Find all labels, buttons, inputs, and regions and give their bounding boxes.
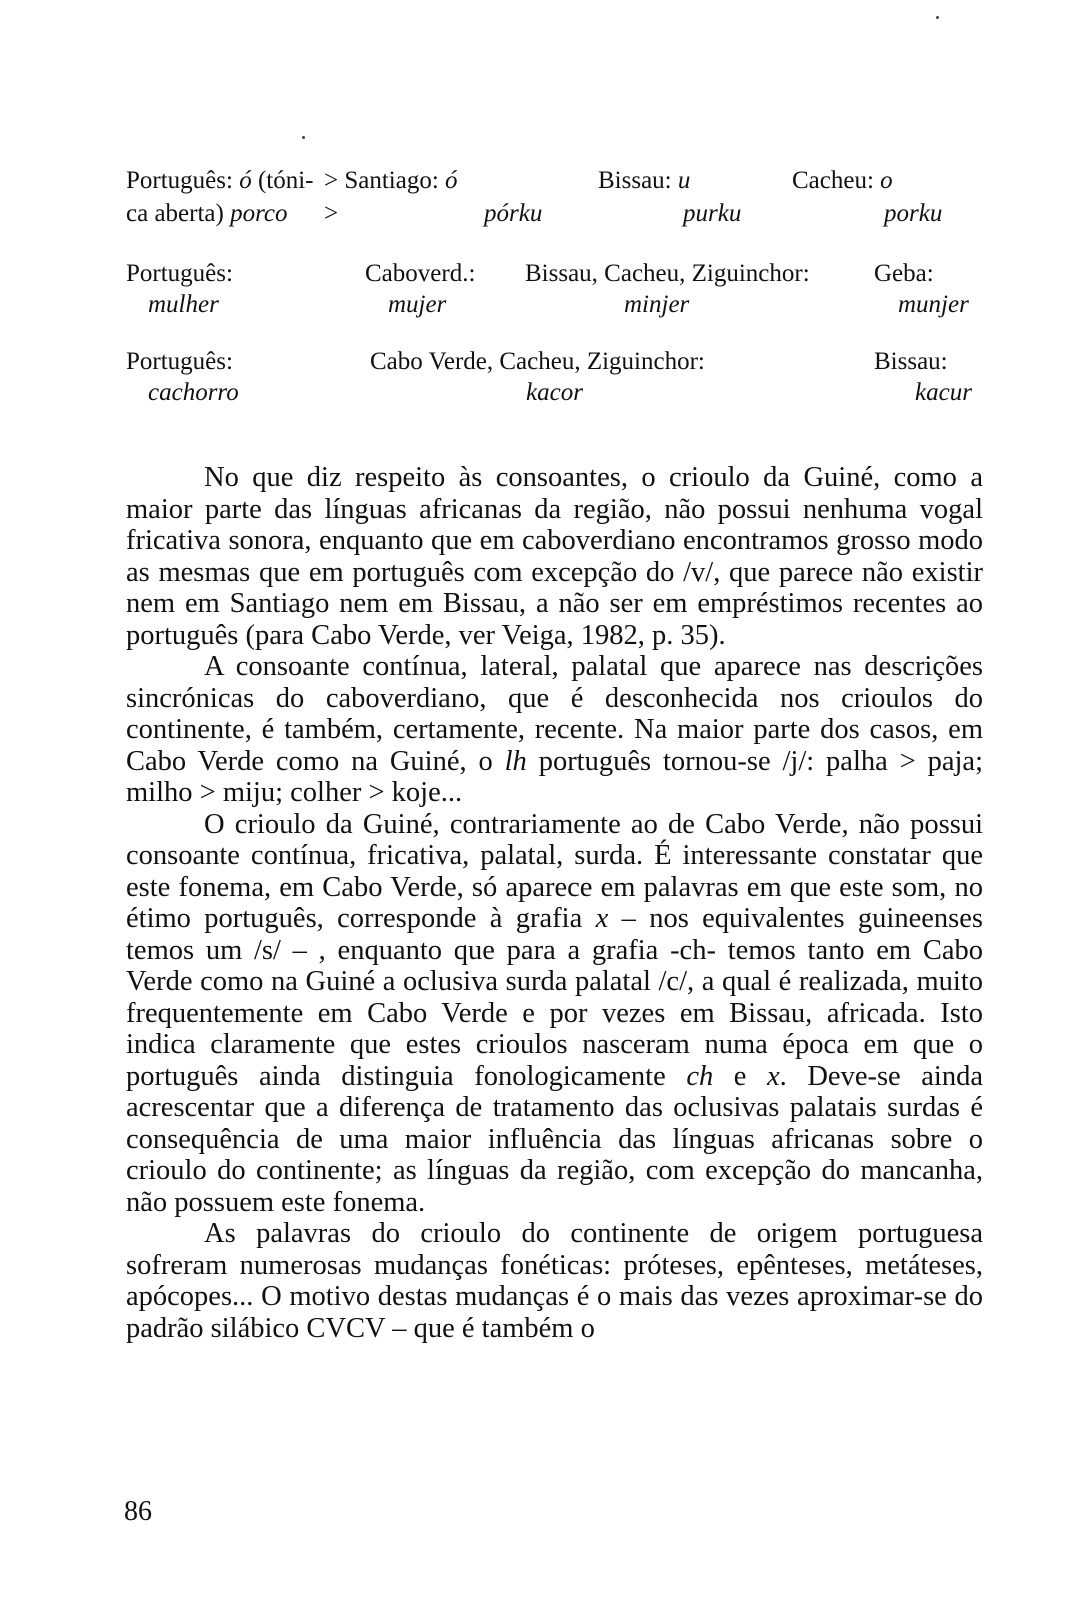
paragraph-text: e (713, 1060, 767, 1092)
table-row-6 (0, 377, 1088, 409)
open-label: ca aberta) (126, 200, 231, 227)
bissau-label: Bissau: (598, 167, 678, 194)
table-row-2 (0, 198, 1088, 230)
word-kacor: kacor (526, 379, 583, 406)
portuguese-label: Português: (126, 348, 233, 375)
paragraph-lateral-palatal (126, 651, 983, 809)
word-mujer: mujer (388, 291, 447, 318)
paragraph-consonants: No que diz respeito às consoantes, o crioulo da Guiné, como a maior parte das línguas africanas da região, não possui nenhuma vogal fricativa sonora, enquanto que em caboverdiano encontramos grosso modo as mesmas que em português com excepção do /v/, que parece não existir nem em Santiago nem em Bissau, a não ser em empréstimos recentes ao português (para Cabo Verde, ver Veiga, 1982, p. 35). (126, 462, 983, 651)
word-minjer: minjer (624, 291, 690, 318)
row1-bissau-cell (598, 165, 690, 197)
word-cachorro: cachorro (148, 379, 239, 406)
word-porku-cacheu: porku (884, 200, 943, 227)
geba-label: Geba: (874, 260, 934, 287)
portuguese-vowel: ó (239, 167, 252, 194)
paragraph-text: – nos equivalentes guineenses temos um /s/ – , enquanto que para a grafia -ch- temos tanto em Cabo Verde como na Guiné a oclusiva surda palatal /c/, a qual é realizada, muito frequentemente em Cabo Verde e por vezes em Bissau, africada. Isto indica claramente que estes crioulos nasceram numa época em que o português ainda distinguia fonologicamente (126, 903, 983, 1092)
page-number: 86 (124, 1496, 152, 1527)
row2-portuguese-cell (126, 198, 287, 230)
word-mulher: mulher (148, 291, 219, 318)
table-row-5 (0, 346, 1088, 378)
cacheu-label: Cacheu: (792, 167, 881, 194)
row1-portuguese-cell (126, 165, 314, 197)
table-row-4 (0, 289, 1088, 321)
word-kacur: kacur (915, 379, 972, 406)
caboverde-group-label: Cabo Verde, Cacheu, Ziguinchor: (370, 348, 705, 375)
portuguese-label: Português: (126, 167, 240, 194)
scan-speck (936, 16, 939, 19)
bissau-label: Bissau: (874, 348, 948, 375)
word-munjer: munjer (898, 291, 969, 318)
santiago-label: > Santiago: (324, 167, 446, 194)
word-porku-santiago: pórku (484, 200, 543, 227)
grapheme-x: x (767, 1060, 780, 1092)
grapheme-lh: lh (504, 745, 527, 777)
grapheme-x: x (595, 903, 609, 934)
paragraph-text: português tornou-se /j/: palha > paja; milho > miju; colher > koje... (126, 745, 983, 808)
row1-santiago-cell (324, 165, 458, 197)
caboverdean-label: Caboverd.: (365, 260, 476, 287)
paragraph-text: . Deve-se ainda acrescentar que a diferença de tratamento das oclusivas palatais surdas é consequência de uma maior influência das línguas africanas sobre o crioulo do continente; as línguas da região, com excepção do mancanha, não possuem este fonema. (126, 1060, 983, 1218)
santiago-vowel: ó (445, 167, 458, 194)
scan-speck (302, 136, 305, 139)
table-row-3 (0, 258, 1088, 290)
table-row-1 (0, 165, 1088, 197)
paragraph-text: O crioulo da Guiné, contrariamente ao de Cabo Verde, não possui consoante contínua, fricativa, palatal, surda. É interessante constatar que este fonema, em Cabo Verde, só aparece em palavras em que este som, no étimo português, corresponde à grafia (126, 808, 983, 934)
cacheu-vowel: o (880, 167, 893, 194)
paragraph-phonetic-changes: As palavras do crioulo do continente de origem portuguesa sofreram numerosas mudanças fonéticas: próteses, epênteses, metáteses, apócopes... O motivo destas mudanças é o mais das vezes aproximar-se do padrão silábico CVCV – que é também o (126, 1218, 983, 1344)
body-text (126, 462, 983, 1344)
portuguese-label: Português: (126, 260, 233, 287)
bissau-vowel: u (677, 167, 691, 194)
arrow-symbol: > (324, 200, 339, 227)
grapheme-ch: ch (686, 1060, 714, 1092)
word-porco: porco (230, 200, 288, 227)
word-purku: purku (683, 200, 742, 227)
tonic-label: (tóni- (251, 167, 314, 194)
row1-cacheu-cell (792, 165, 893, 197)
paragraph-fricative (126, 809, 983, 1219)
bissau-group-label: Bissau, Cacheu, Ziguinchor: (525, 260, 810, 287)
paragraph-text: A consoante contínua, lateral, palatal que aparece nas descrições sincrónicas do caboverdiano, que é desconhecida nos crioulos do continente, é também, certamente, recente. Na maior parte dos casos, em Cabo Verde como na Guiné, o (126, 651, 983, 777)
